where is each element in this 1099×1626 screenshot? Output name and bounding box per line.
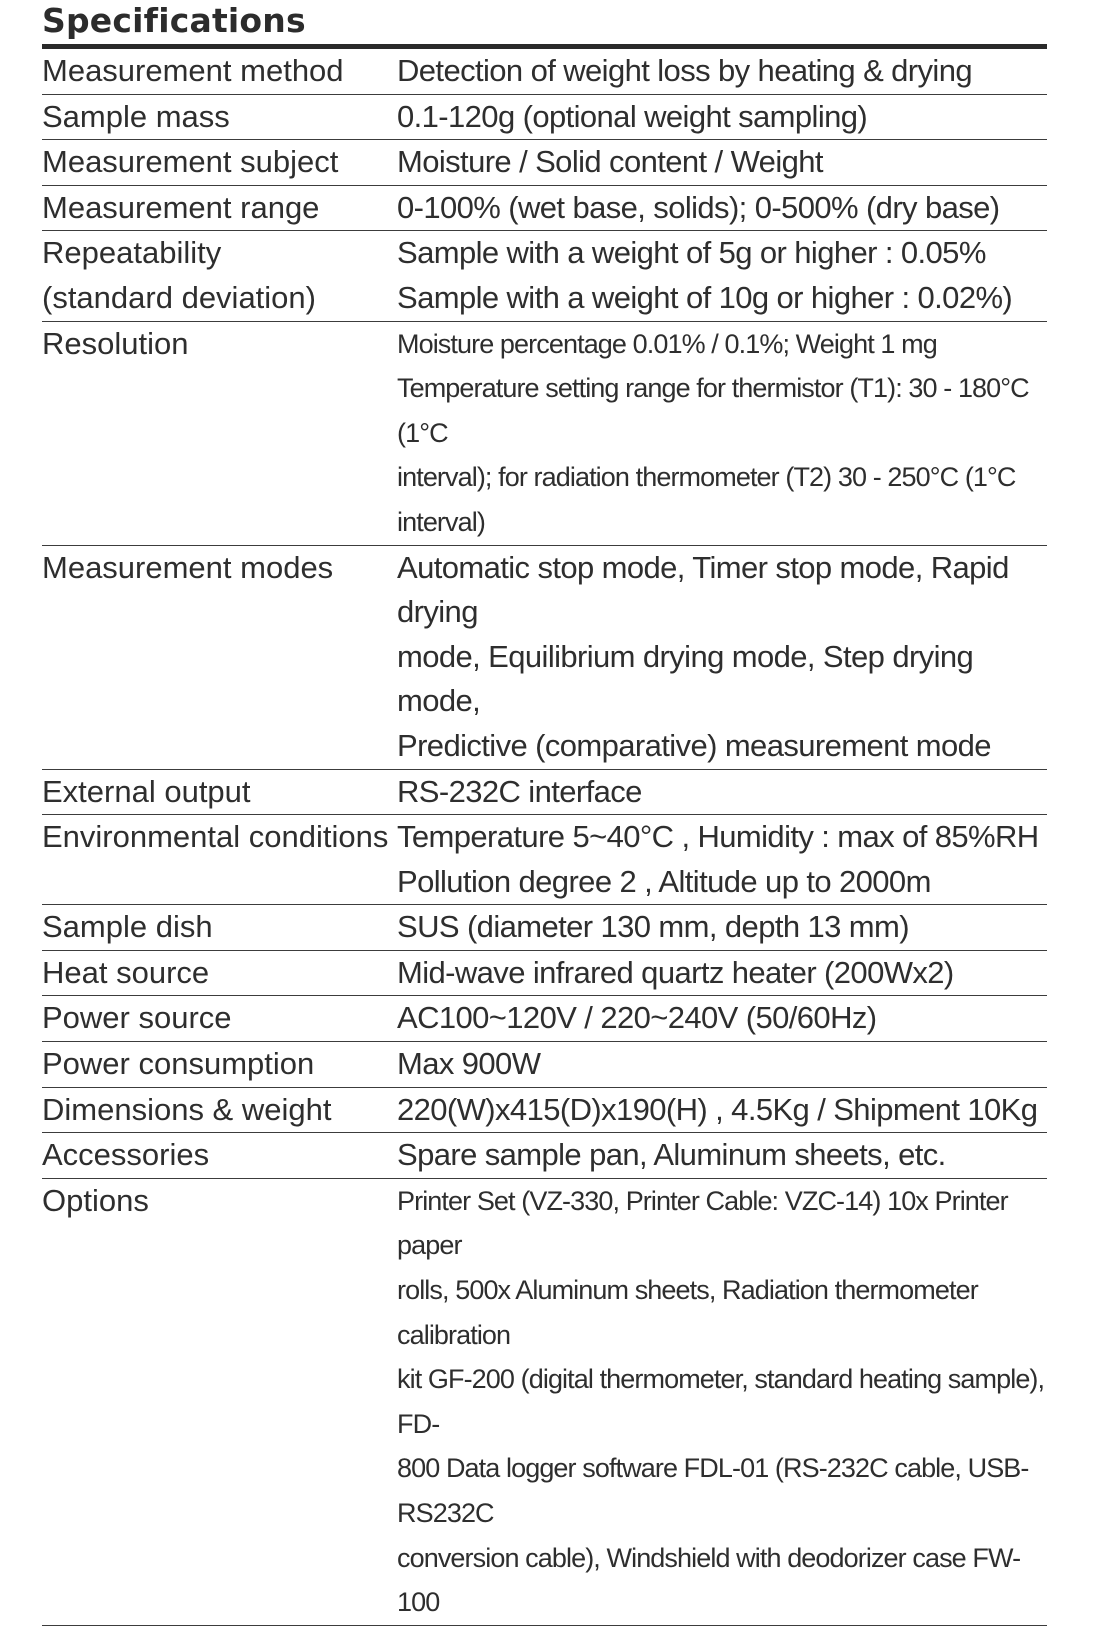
table-row [42,95,1047,141]
row-value: 0-100% (wet base, solids); 0-500% (dry base) [397,189,1000,225]
row-label: Power source [42,1000,232,1036]
row-label: Environmental conditions [42,819,389,855]
row-value: RS-232C interface [397,773,642,809]
row-label: Measurement range [42,189,320,225]
row-label: External output [42,773,251,809]
row-value: Spare sample pan, Aluminum sheets, etc. [397,1137,946,1173]
row-value: Temperature 5~40°C , Humidity : max of 85%RH Pollution degree 2 , Altitude up to 2000m [397,819,1039,899]
table-row [42,546,1047,770]
row-label: Resolution [42,325,189,361]
table-row [42,322,1047,546]
page-title: Specifications [42,1,306,40]
spec-table [42,49,1047,1626]
row-label: Accessories [42,1137,210,1173]
row-value: Max 900W [397,1046,541,1082]
row-value: 220(W)x415(D)x190(H) , 4.5Kg / Shipment 10Kg [397,1091,1038,1127]
row-label: Repeatability (standard deviation) [42,235,316,315]
table-row [42,815,1047,905]
row-value: Detection of weight loss by heating & drying [397,53,972,88]
row-label: Sample mass [42,98,230,134]
row-label: Measurement method [42,53,344,88]
row-value: Automatic stop mode, Timer stop mode, Rapid drying mode, Equilibrium drying mode, Step drying mode, Predictive (comparative) measurement mode [397,549,1009,763]
table-row [42,770,1047,816]
table-row [42,1042,1047,1088]
table-row [42,49,1047,95]
table-row [42,231,1047,321]
row-value: Mid-wave infrared quartz heater (200Wx2) [397,954,954,990]
row-label: Measurement modes [42,549,334,585]
table-row [42,1133,1047,1179]
table-row [42,186,1047,232]
row-label: Dimensions & weight [42,1091,332,1127]
row-label: Sample dish [42,909,213,945]
row-value: AC100~120V / 220~240V (50/60Hz) [397,1000,877,1036]
row-label: Measurement subject [42,144,339,180]
row-value: Sample with a weight of 5g or higher : 0.05% Sample with a weight of 10g or higher : 0.02%) [397,235,1013,315]
table-row [42,905,1047,951]
row-label: Heat source [42,954,210,990]
row-label: Power consumption [42,1046,315,1082]
row-value: Printer Set (VZ-330, Printer Cable: VZC-14) 10x Printer paper rolls, 500x Aluminum sheets, Radiation thermometer calibration kit GF-200 (digital thermometer, standard heating sample), FD- 800 Data logger software FDL-01 (RS-232C cable, USB-RS232C conversion cable), Windshield with deodorizer case FW-100 [397,1185,1045,1618]
row-value: Moisture / Solid content / Weight [397,144,823,180]
table-row [42,140,1047,186]
table-row [42,951,1047,997]
row-value: 0.1-120g (optional weight sampling) [397,98,868,134]
row-label: Options [42,1182,149,1218]
row-value: SUS (diameter 130 mm, depth 13 mm) [397,909,909,945]
table-row [42,996,1047,1042]
row-value: Moisture percentage 0.01% / 0.1%; Weight 1 mg Temperature setting range for thermistor (T1): 30 - 180°C (1°C interval); for radiation thermometer (T2) 30 - 250°C (1°C interval) [397,328,1029,537]
table-row [42,1088,1047,1134]
